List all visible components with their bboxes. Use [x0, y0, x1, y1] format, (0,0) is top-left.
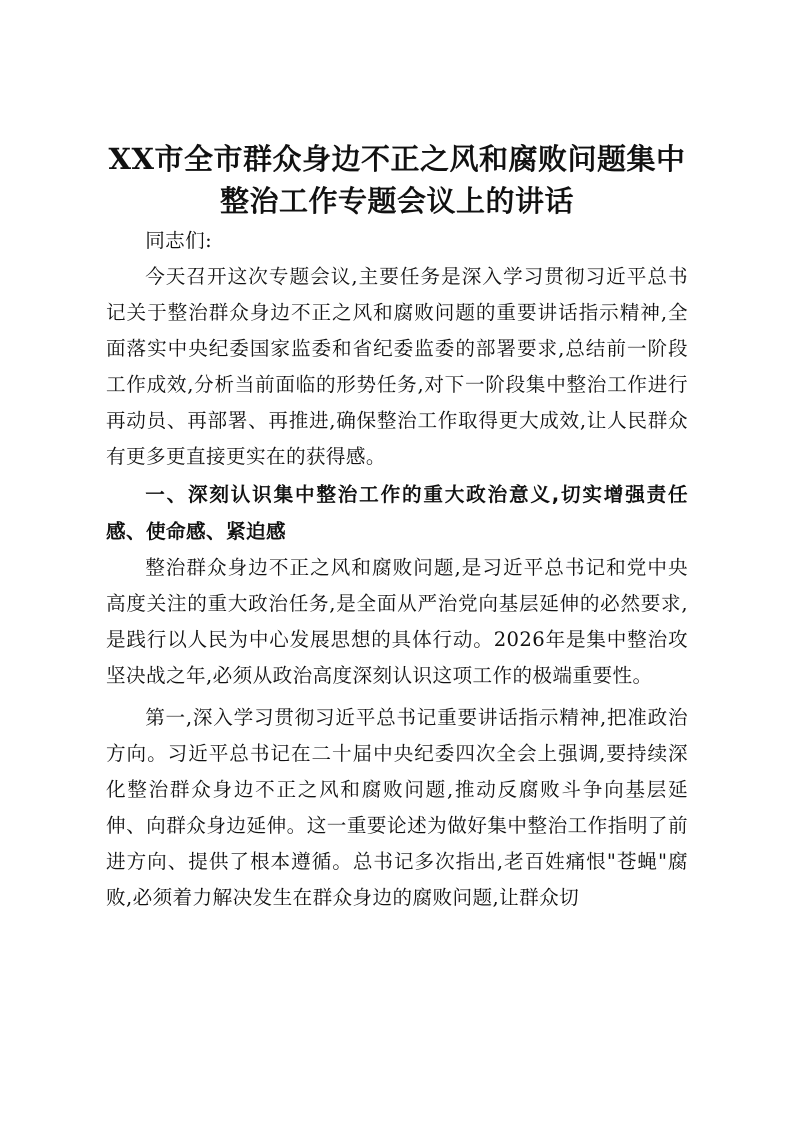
title-line-2: 整治工作专题会议上的讲话	[219, 184, 574, 218]
title-line-1: XX市全市群众身边不正之风和腐败问题集中	[108, 142, 686, 176]
salutation: 同志们:	[145, 229, 213, 252]
document-title	[106, 138, 688, 222]
paragraph-significance: 整治群众身边不正之风和腐败问题,是习近平总书记和党中央高度关注的重大政治任务,是全面从严治党向基层延伸的必然要求,是践行以人民为中心发展思想的具体行动。2026年是集中整治攻坚决战之年,必须从政治高度深刻认识这项工作的极端重要性。	[106, 556, 688, 687]
paragraph-first-point: 第一,深入学习贯彻习近平总书记重要讲话指示精神,把准政治方向。习近平总书记在二十届中央纪委四次全会上强调,要持续深化整治群众身边不正之风和腐败问题,推动反腐败斗争向基层延伸、向群众身边延伸。这一重要论述为做好集中整治工作指明了前进方向、提供了根本遵循。总书记多次指出,老百姓痛恨"苍蝇"腐败,必须着力解决发生在群众身边的腐败问题,让群众切	[106, 706, 688, 909]
document-body	[106, 138, 688, 916]
paragraph-intro: 今天召开这次专题会议,主要任务是深入学习贯彻习近平总书记关于整治群众身边不正之风和腐败问题的重要讲话指示精神,全面落实中央纪委国家监委和省纪委监委的部署要求,总结前一阶段工作成效,分析当前面临的形势任务,对下一阶段集中整治工作进行再动员、再部署、再推进,确保整治工作取得更大成效,让人民群众有更多更直接更实在的获得感。	[106, 265, 688, 468]
section-heading-1: 一、深刻认识集中整治工作的重大政治意义,切实增强责任感、使命感、紧迫感	[106, 483, 688, 543]
